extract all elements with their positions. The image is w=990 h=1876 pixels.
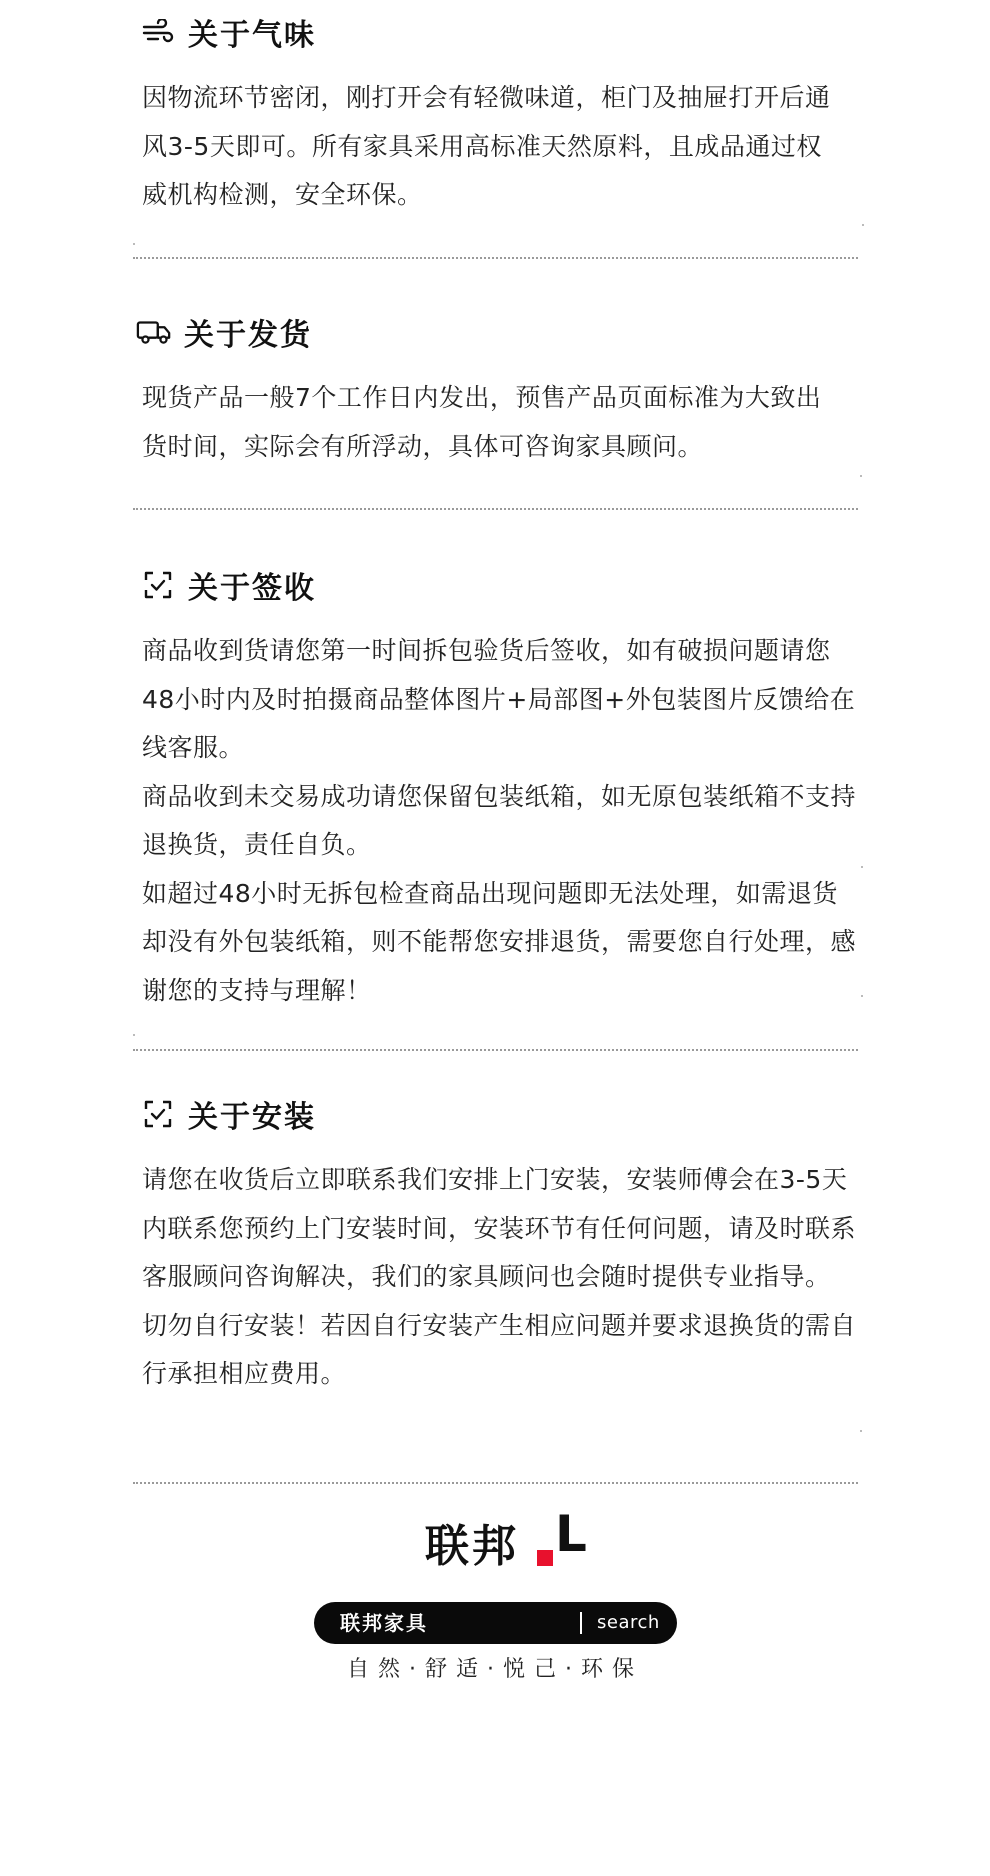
section-paragraph: 请您在收货后立即联系我们安排上门安装，安装师傅会在3-5天内联系您预约上门安装时间，安装环节有任何问题，请及时联系客服顾问咨询解决，我们的家具顾问也会随时提供专业指导。 bbox=[142, 1165, 857, 1291]
section-divider bbox=[133, 508, 858, 510]
section-body bbox=[142, 74, 842, 220]
scan-check-icon bbox=[140, 1096, 176, 1132]
scan-check-icon bbox=[140, 567, 176, 603]
section-body bbox=[142, 374, 842, 471]
section-paragraph: 如超过48小时无拆包检查商品出现问题即无法处理，如需退货却没有外包装纸箱，则不能帮您安排退货，需要您自行处理，感谢您的支持与理解！ bbox=[142, 878, 857, 1005]
section-header bbox=[140, 1096, 316, 1135]
section-divider bbox=[133, 257, 858, 259]
section-paragraph: 商品收到货请您第一时间拆包验货后签收，如有破损问题请您48小时内及时拍摄商品整体图片+局部图+外包装图片反馈给在线客服。 bbox=[142, 636, 856, 762]
section-header bbox=[140, 314, 312, 353]
truck-icon bbox=[136, 314, 172, 350]
logo-mark bbox=[537, 1506, 585, 1578]
edge-speck bbox=[861, 866, 863, 868]
edge-speck bbox=[862, 224, 864, 226]
logo-letter: L bbox=[555, 1505, 587, 1563]
section-body bbox=[142, 627, 862, 1015]
edge-speck bbox=[133, 243, 135, 245]
section-title: 关于气味 bbox=[188, 18, 316, 53]
section-header bbox=[140, 567, 316, 606]
section-divider bbox=[133, 1049, 858, 1051]
pill-brand-label: 联邦家具 bbox=[340, 1611, 428, 1635]
wind-icon bbox=[140, 14, 176, 50]
section-header bbox=[140, 14, 316, 53]
logo-red-square bbox=[537, 1550, 553, 1566]
section-divider bbox=[133, 1482, 858, 1484]
section-title: 关于发货 bbox=[184, 318, 312, 353]
brand-slogan: 自然·舒适·悦己·环保 bbox=[347, 1657, 643, 1682]
brand-logo bbox=[425, 1506, 585, 1578]
pill-separator bbox=[580, 1612, 582, 1634]
section-paragraph: 商品收到未交易成功请您保留包装纸箱，如无原包装纸箱不支持退换货，责任自负。 bbox=[142, 781, 857, 859]
section-body bbox=[142, 1156, 862, 1399]
edge-speck bbox=[861, 995, 863, 997]
section-title: 关于安装 bbox=[188, 1100, 316, 1135]
section-paragraph: 因物流环节密闭，刚打开会有轻微味道，柜门及抽屉打开后通风3-5天即可。所有家具采用高标准天然原料，且成品通过权威机构检测，安全环保。 bbox=[142, 83, 831, 209]
brand-search-pill[interactable] bbox=[314, 1602, 677, 1644]
section-paragraph: 现货产品一般7个工作日内发出，预售产品页面标准为大致出货时间，实际会有所浮动，具体可咨询家具顾问。 bbox=[142, 383, 822, 461]
pill-search-label[interactable]: search bbox=[597, 1612, 660, 1633]
edge-speck bbox=[133, 1034, 135, 1036]
edge-speck bbox=[860, 475, 862, 477]
logo-text: 联邦 bbox=[425, 1521, 519, 1572]
edge-speck bbox=[860, 1430, 862, 1432]
section-title: 关于签收 bbox=[188, 571, 316, 606]
section-paragraph: 切勿自行安装！若因自行安装产生相应问题并要求退换货的需自行承担相应费用。 bbox=[142, 1310, 857, 1388]
